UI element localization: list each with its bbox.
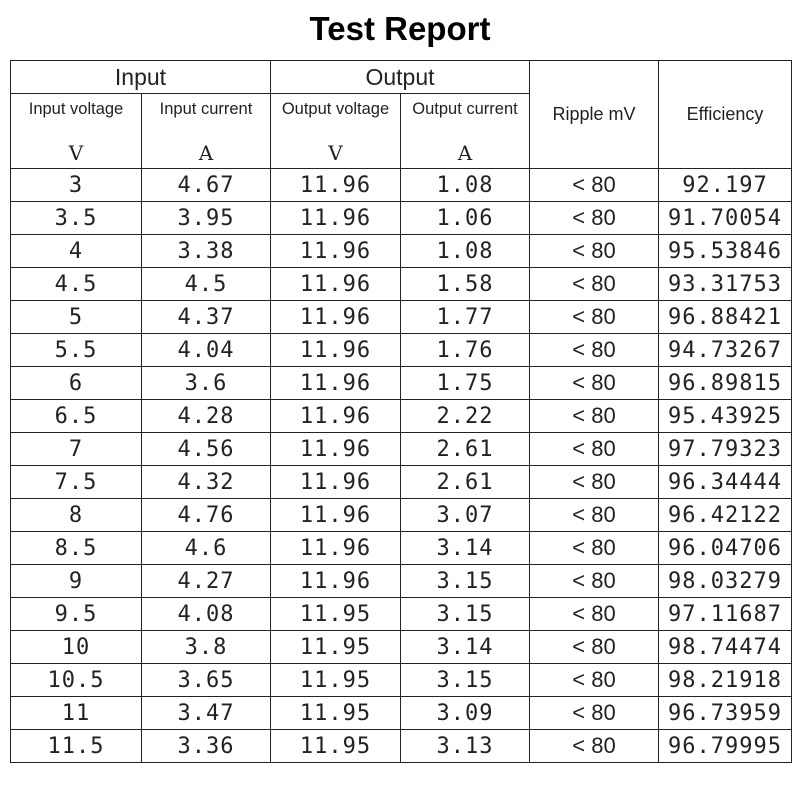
table-row <box>11 565 792 598</box>
output-current-cell: 2.61 <box>401 466 530 499</box>
table-row <box>11 334 792 367</box>
ripple-cell: < 80 <box>530 301 659 334</box>
efficiency-cell: 91.70054 <box>659 202 792 235</box>
efficiency-cell: 92.197 <box>659 169 792 202</box>
ripple-cell: < 80 <box>530 466 659 499</box>
output-current-cell: 2.61 <box>401 433 530 466</box>
input-voltage-cell: 8 <box>11 499 142 532</box>
output-current-cell: 3.09 <box>401 697 530 730</box>
table-row <box>11 697 792 730</box>
input-current-cell: 3.8 <box>142 631 271 664</box>
input-current-cell: 4.5 <box>142 268 271 301</box>
efficiency-cell: 96.42122 <box>659 499 792 532</box>
efficiency-header: Efficiency <box>659 61 792 169</box>
output-voltage-cell: 11.96 <box>271 532 401 565</box>
input-voltage-cell: 6 <box>11 367 142 400</box>
output-current-cell: 1.77 <box>401 301 530 334</box>
input-voltage-cell: 10.5 <box>11 664 142 697</box>
input-current-cell: 3.6 <box>142 367 271 400</box>
input-current-cell: 4.08 <box>142 598 271 631</box>
table-row <box>11 631 792 664</box>
ripple-cell: < 80 <box>530 433 659 466</box>
output-current-cell: 3.15 <box>401 598 530 631</box>
input-voltage-cell: 3 <box>11 169 142 202</box>
efficiency-cell: 96.34444 <box>659 466 792 499</box>
input-voltage-cell: 8.5 <box>11 532 142 565</box>
ripple-cell: < 80 <box>530 499 659 532</box>
efficiency-cell: 97.79323 <box>659 433 792 466</box>
table-row <box>11 532 792 565</box>
table-row <box>11 433 792 466</box>
efficiency-cell: 94.73267 <box>659 334 792 367</box>
efficiency-cell: 96.79995 <box>659 730 792 763</box>
input-current-cell: 4.56 <box>142 433 271 466</box>
input-current-cell: 3.95 <box>142 202 271 235</box>
input-voltage-cell: 7 <box>11 433 142 466</box>
unit-input-voltage: V <box>11 138 142 169</box>
input-current-cell: 4.6 <box>142 532 271 565</box>
output-voltage-cell: 11.95 <box>271 598 401 631</box>
efficiency-cell: 98.03279 <box>659 565 792 598</box>
table-row <box>11 367 792 400</box>
input-current-cell: 4.76 <box>142 499 271 532</box>
unit-input-current: A <box>142 138 271 169</box>
ripple-cell: < 80 <box>530 730 659 763</box>
input-current-cell: 3.36 <box>142 730 271 763</box>
output-voltage-cell: 11.96 <box>271 268 401 301</box>
output-current-cell: 1.58 <box>401 268 530 301</box>
output-current-cell: 3.14 <box>401 532 530 565</box>
input-voltage-cell: 9 <box>11 565 142 598</box>
output-current-cell: 3.15 <box>401 664 530 697</box>
output-voltage-cell: 11.95 <box>271 631 401 664</box>
table-row <box>11 268 792 301</box>
input-voltage-cell: 3.5 <box>11 202 142 235</box>
efficiency-cell: 96.88421 <box>659 301 792 334</box>
output-voltage-cell: 11.96 <box>271 400 401 433</box>
ripple-cell: < 80 <box>530 202 659 235</box>
efficiency-cell: 98.74474 <box>659 631 792 664</box>
ripple-cell: < 80 <box>530 367 659 400</box>
efficiency-cell: 97.11687 <box>659 598 792 631</box>
output-current-cell: 3.14 <box>401 631 530 664</box>
ripple-cell: < 80 <box>530 235 659 268</box>
efficiency-cell: 95.53846 <box>659 235 792 268</box>
input-voltage-header: Input voltage <box>11 94 142 139</box>
input-voltage-cell: 11 <box>11 697 142 730</box>
ripple-cell: < 80 <box>530 169 659 202</box>
efficiency-cell: 98.21918 <box>659 664 792 697</box>
input-current-cell: 4.27 <box>142 565 271 598</box>
table-row <box>11 598 792 631</box>
ripple-cell: < 80 <box>530 664 659 697</box>
output-voltage-cell: 11.95 <box>271 664 401 697</box>
ripple-cell: < 80 <box>530 532 659 565</box>
ripple-cell: < 80 <box>530 631 659 664</box>
output-voltage-cell: 11.96 <box>271 202 401 235</box>
ripple-cell: < 80 <box>530 268 659 301</box>
output-voltage-cell: 11.96 <box>271 334 401 367</box>
output-current-header: Output current <box>401 94 530 139</box>
header-group-row <box>11 61 792 94</box>
table-row <box>11 499 792 532</box>
output-group-header: Output <box>271 61 530 94</box>
output-current-cell: 1.08 <box>401 235 530 268</box>
output-voltage-cell: 11.96 <box>271 169 401 202</box>
input-current-cell: 4.28 <box>142 400 271 433</box>
input-current-cell: 3.65 <box>142 664 271 697</box>
input-group-header: Input <box>11 61 271 94</box>
output-current-cell: 3.13 <box>401 730 530 763</box>
unit-output-voltage: V <box>271 138 401 169</box>
efficiency-cell: 95.43925 <box>659 400 792 433</box>
output-current-cell: 1.08 <box>401 169 530 202</box>
input-voltage-cell: 9.5 <box>11 598 142 631</box>
input-voltage-cell: 5.5 <box>11 334 142 367</box>
table-row <box>11 169 792 202</box>
output-voltage-header: Output voltage <box>271 94 401 139</box>
ripple-cell: < 80 <box>530 565 659 598</box>
input-voltage-cell: 4.5 <box>11 268 142 301</box>
output-voltage-cell: 11.95 <box>271 730 401 763</box>
table-row <box>11 466 792 499</box>
efficiency-cell: 93.31753 <box>659 268 792 301</box>
input-voltage-cell: 4 <box>11 235 142 268</box>
test-report-table <box>10 60 792 763</box>
input-current-cell: 3.38 <box>142 235 271 268</box>
output-voltage-cell: 11.96 <box>271 235 401 268</box>
output-voltage-cell: 11.96 <box>271 499 401 532</box>
output-current-cell: 3.15 <box>401 565 530 598</box>
efficiency-cell: 96.89815 <box>659 367 792 400</box>
table-row <box>11 202 792 235</box>
output-voltage-cell: 11.96 <box>271 565 401 598</box>
ripple-cell: < 80 <box>530 697 659 730</box>
unit-output-current: A <box>401 138 530 169</box>
table-row <box>11 235 792 268</box>
input-voltage-cell: 11.5 <box>11 730 142 763</box>
table-row <box>11 301 792 334</box>
input-current-cell: 4.37 <box>142 301 271 334</box>
ripple-cell: < 80 <box>530 334 659 367</box>
input-current-cell: 3.47 <box>142 697 271 730</box>
ripple-cell: < 80 <box>530 400 659 433</box>
output-current-cell: 1.75 <box>401 367 530 400</box>
efficiency-cell: 96.04706 <box>659 532 792 565</box>
input-voltage-cell: 7.5 <box>11 466 142 499</box>
input-voltage-cell: 5 <box>11 301 142 334</box>
output-voltage-cell: 11.96 <box>271 433 401 466</box>
input-voltage-cell: 6.5 <box>11 400 142 433</box>
report-title: Test Report <box>309 10 491 47</box>
table-row <box>11 400 792 433</box>
output-current-cell: 2.22 <box>401 400 530 433</box>
ripple-cell: < 80 <box>530 598 659 631</box>
input-current-header: Input current <box>142 94 271 139</box>
output-voltage-cell: 11.96 <box>271 367 401 400</box>
output-current-cell: 3.07 <box>401 499 530 532</box>
output-current-cell: 1.06 <box>401 202 530 235</box>
input-current-cell: 4.32 <box>142 466 271 499</box>
output-voltage-cell: 11.95 <box>271 697 401 730</box>
table-row <box>11 730 792 763</box>
input-current-cell: 4.04 <box>142 334 271 367</box>
output-voltage-cell: 11.96 <box>271 466 401 499</box>
input-voltage-cell: 10 <box>11 631 142 664</box>
efficiency-cell: 96.73959 <box>659 697 792 730</box>
output-current-cell: 1.76 <box>401 334 530 367</box>
input-current-cell: 4.67 <box>142 169 271 202</box>
output-voltage-cell: 11.96 <box>271 301 401 334</box>
ripple-header: Ripple mV <box>530 61 659 169</box>
table-row <box>11 664 792 697</box>
